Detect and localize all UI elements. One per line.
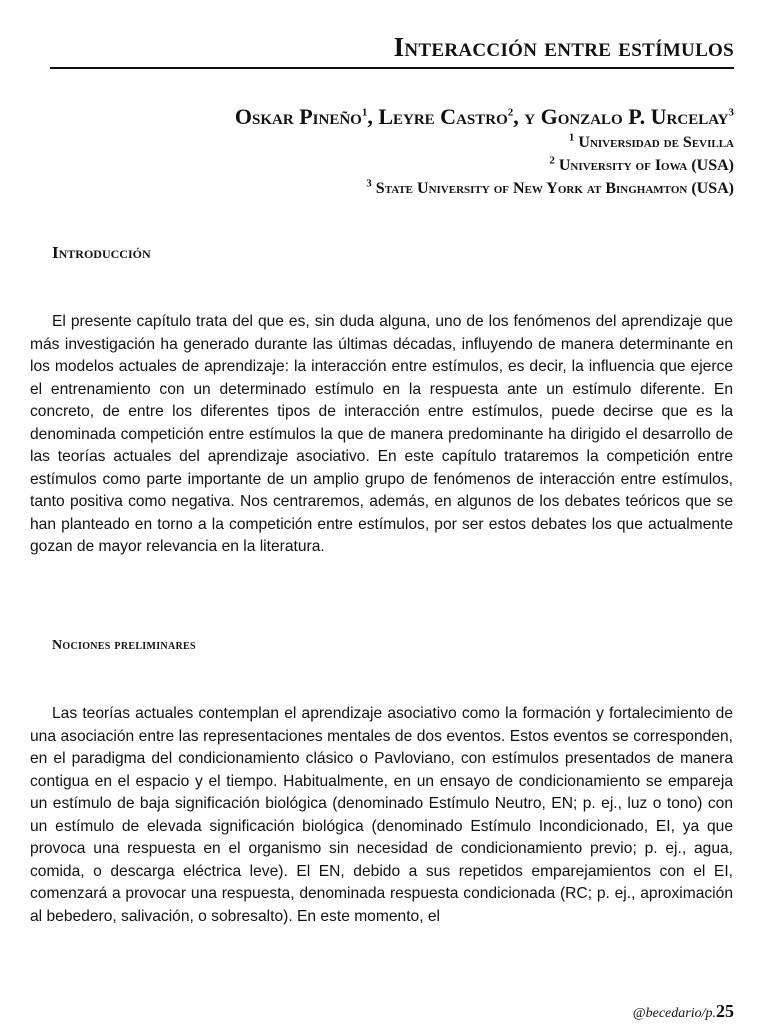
affiliation-1-name: Universidad de Sevilla xyxy=(578,134,734,151)
author-1: Oskar Pineño xyxy=(234,104,362,129)
affiliation-3-sup: 3 xyxy=(366,177,372,190)
running-head: Interacción entre estímulos xyxy=(393,32,734,62)
affiliation-2-name: University of Iowa (USA) xyxy=(558,157,734,174)
header-rule xyxy=(50,67,734,69)
author-line: Oskar Pineño$^1$, Leyre Castro$^2$, y Gonzalo P. Urcelay$^3$ xyxy=(234,104,734,129)
section-heading-introduccion: Introducción xyxy=(52,243,151,262)
affiliation-2-sup: 2 xyxy=(549,154,555,167)
author-3: Gonzalo P. Urcelay xyxy=(540,104,729,129)
author-1-sup: 1 xyxy=(361,106,368,119)
affiliation-2 xyxy=(235,154,734,177)
page-footer xyxy=(633,1001,734,1022)
footer-source: @becedario/p. xyxy=(632,1006,716,1021)
affiliation-3-name: State University of New York at Binghamton (USA) xyxy=(375,180,734,197)
author-3-sup: 3 xyxy=(728,106,734,119)
affiliation-1-sup: 1 xyxy=(568,131,575,144)
affiliation-3 xyxy=(235,177,734,200)
author-2: Leyre Castro xyxy=(378,104,508,129)
author-2-sup: 2 xyxy=(507,106,514,119)
page-number: 25 xyxy=(716,1001,734,1021)
paragraph-nociones: Las teorías actuales contemplan el aprendizaje asociativo como la formación y fortalecimiento de una asociación entre las representaciones mentales de dos eventos. Estos eventos se corresponden, en el paradigma del condicionamiento clásico o Pavloviano, con estímulos presentados de manera contigua en el espacio y el tiempo. Habitualmente, en un ensayo de condicionamiento se empareja un estímulo de baja significación biológica (denominado Estímulo Neutro, EN; p. ej., luz o tono) con un estímulo de elevada significación biológica (denominado Estímulo Incondicionado, EI, ya que provoca una respuesta en el organismo sin necesidad de condicionamiento previo; p. ej., agua, comida, o descarga eléctrica leve). El EN, debido a sus repetidos emparejamientos con el EI, comenzará a provocar una respuesta, denominada respuesta condicionada (RC; p. ej., aproximación al bebedero, salivación, o sobresalto). En este momento, el xyxy=(30,705,733,925)
affiliation-1 xyxy=(235,131,734,154)
author-connector: , y xyxy=(513,104,536,129)
paragraph-introduccion: El presente capítulo trata del que es, sin duda alguna, uno de los fenómenos del aprendizaje que más investigación ha generado durante las últimas décadas, influyendo de manera determinante en los modelos actuales de aprendizaje: la interacción entre estímulos, es decir, la influencia que ejerce el entrenamiento con un determinado estímulo en la respuesta ante un estímulo diferente. En concreto, de entre los diferentes tipos de interacción entre estímulos, puede decirse que es la denominada competición entre estímulos la que de manera predominante ha dirigido el desarrollo de las teorías actuales del aprendizaje asociativo. En este capítulo trataremos la competición entre estímulos como parte importante de un amplio grupo de fenómenos de interacción entre estímulos, tanto positiva como negativa. Nos centraremos, además, en algunos de los debates teóricos que se han planteado en torno a la competición entre estímulos, por ser estos debates los que actualmente gozan de mayor relevancia en la literatura. xyxy=(30,313,733,555)
author-block xyxy=(235,103,734,200)
section-heading-nociones: Nociones preliminares xyxy=(52,638,196,653)
